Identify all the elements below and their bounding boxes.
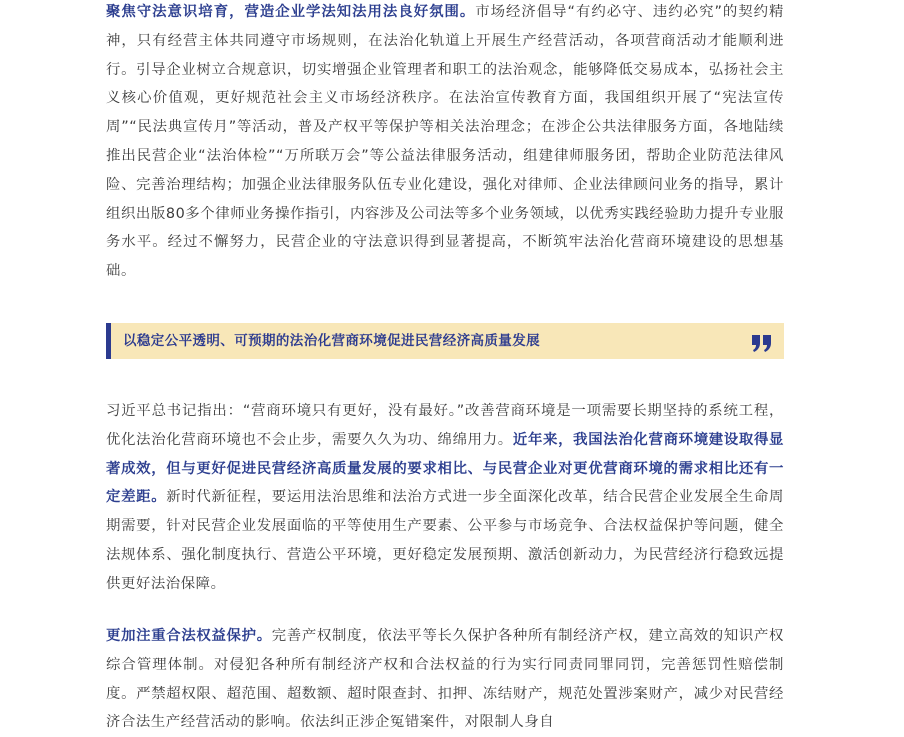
article-paragraph-3 [106, 622, 784, 737]
section-heading-title: 以稳定公平透明、可预期的法治化营商环境促进民营经济高质量发展 [123, 333, 540, 349]
article-paragraph-1 [106, 0, 784, 286]
paragraph-lead-heading: 更加注重合法权益保护。 [106, 628, 272, 644]
paragraph-body: 完善产权制度，依法平等长久保护各种所有制经济产权，建立高效的知识产权综合管理体制。对侵犯各种所有制经济产权和合法权益的行为实行同责同罪同罚，完善惩罚性赔偿制度。严禁超权限、超范围、超数额、超时限查封、扣押、冻结财产，规范处置涉案财产，减少对民营经济合法生产经营活动的影响。依法纠正涉企冤错案件，对限制人身自 [106, 628, 784, 731]
paragraph-text [106, 0, 784, 286]
quote-icon [750, 327, 774, 355]
section-heading-banner [106, 323, 784, 359]
article-paragraph-2 [106, 397, 784, 599]
paragraph-body: 市场经济倡导“有约必守、违约必究”的契约精神，只有经营主体共同遵守市场规则，在法治化轨道上开展生产经营活动，各项营商活动才能顺利进行。引导企业树立合规意识，切实增强企业管理者和职工的法治观念，能够降低交易成本，弘扬社会主义核心价值观，更好规范社会主义市场经济秩序。在法治宣传教育方面，我国组织开展了“宪法宣传周”“民法典宣传月”等活动，普及产权平等保护等相关法治理念；在涉企公共法律服务方面，各地陆续推出民营企业“法治体检”“万所联万会”等公益法律服务活动，组建律师服务团，帮助企业防范法律风险、完善治理结构；加强企业法律服务队伍专业化建设，强化对律师、企业法律顾问业务的指导，累计组织出版80多个律师业务操作指引，内容涉及公司法等多个业务领域，以优秀实践经验助力提升专业服务水平。经过不懈努力，民营企业的守法意识得到显著提高，不断筑牢法治化营商环境建设的思想基础。 [106, 4, 784, 280]
paragraph-body-rest: 新时代新征程，要运用法治思维和法治方式进一步全面深化改革，结合民营企业发展全生命周期需要，针对民营企业发展面临的平等使用生产要素、公平参与市场竞争、合法权益保护等问题，健全法规体系、强化制度执行、营造公平环境，更好稳定发展预期、激活创新动力，为民营经济行稳致远提供更好法治保障。 [106, 489, 784, 592]
paragraph-body-intro: 习近平总书记指出：“营商环境只有更好，没有最好。”改善营商环境是一项需要长期坚持的系统工程，优化法治化营商环境也不会止步，需要久久为功、绵绵用力。 [106, 403, 784, 448]
paragraph-text [106, 397, 784, 599]
paragraph-emphasis: 近年来，我国法治化营商环境建设取得显著成效，但与更好促进民营经济高质量发展的要求相比、与民营企业对更优营商环境的需求相比还有一定差距。 [106, 431, 784, 506]
paragraph-text [106, 622, 784, 737]
paragraph-lead-heading: 聚焦守法意识培育，营造企业学法知法用法良好氛围。 [106, 4, 476, 20]
